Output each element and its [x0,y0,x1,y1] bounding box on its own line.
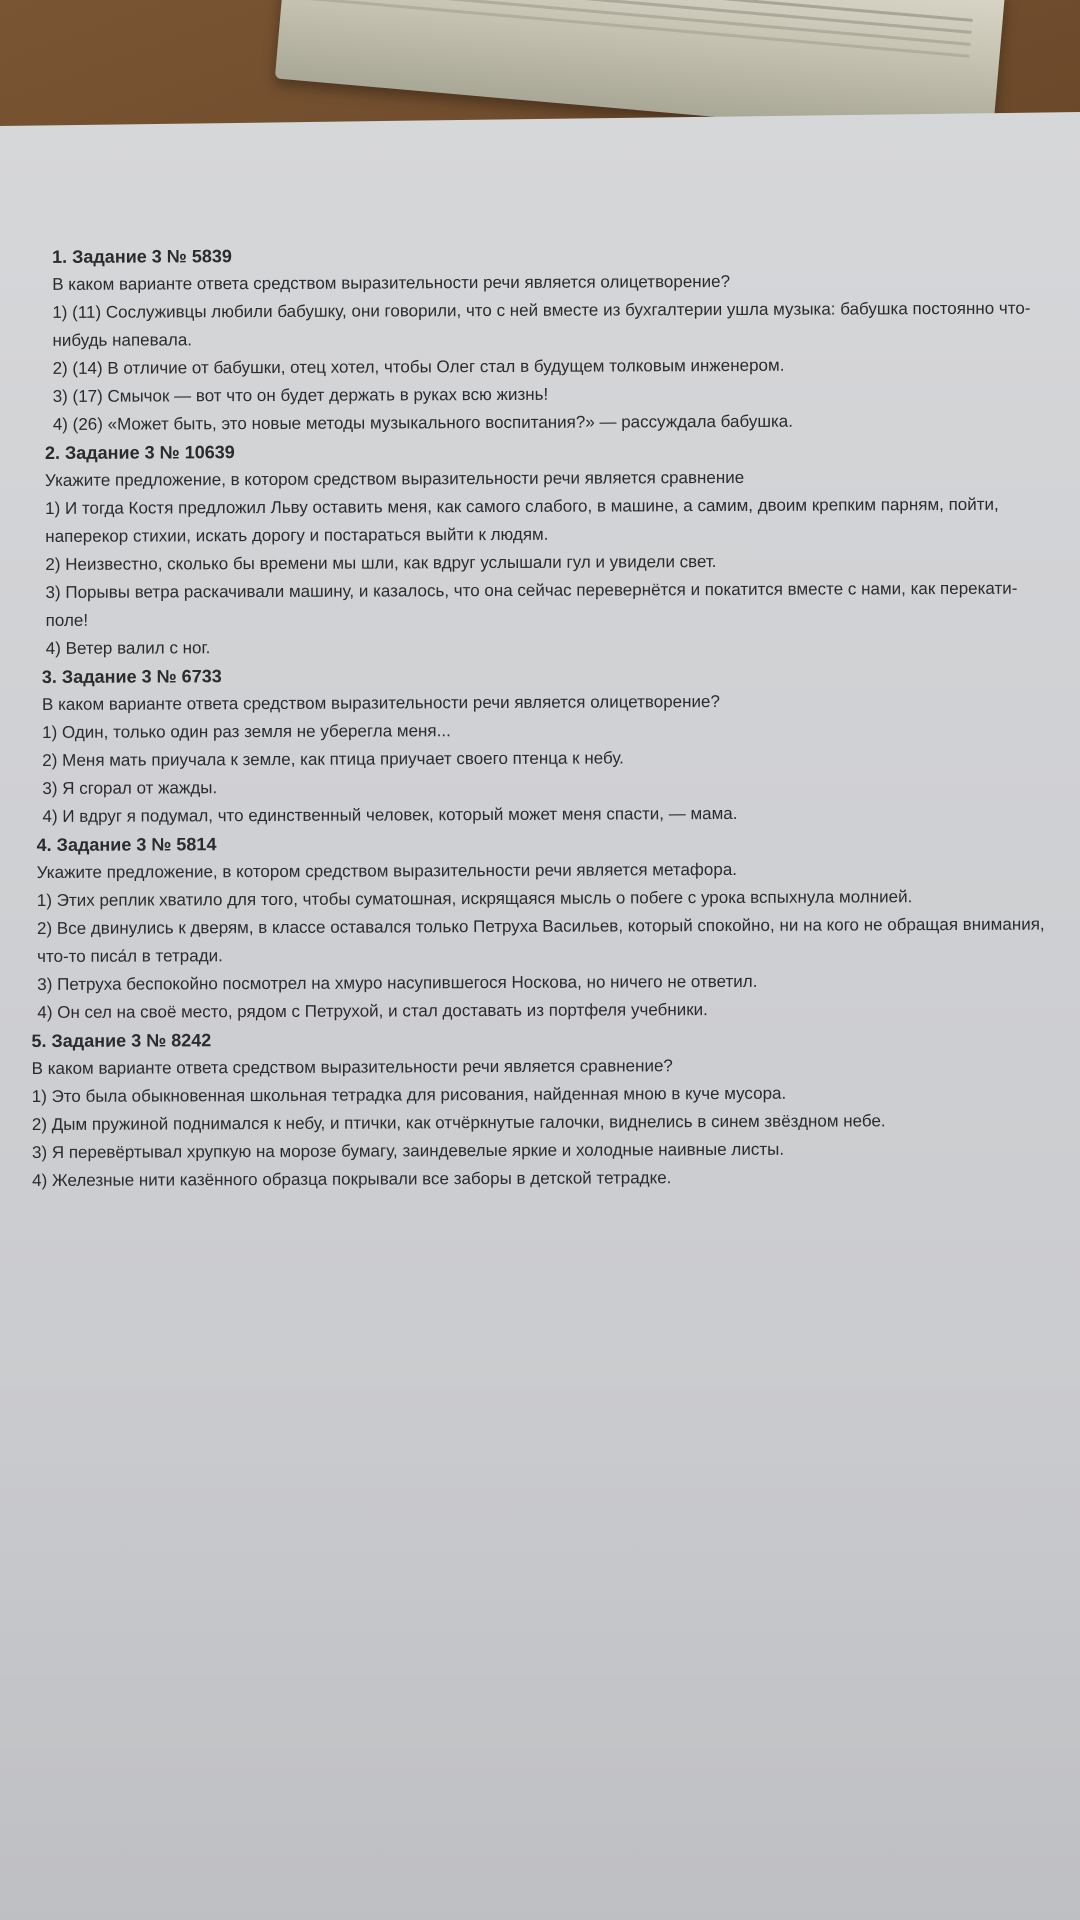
answer-option: 2) Дым пружиной поднимался к небу, и птички, как отчёркнутые галочки, виднелись в синем звёздном небе. [31,1111,886,1135]
task-question: В каком варианте ответа средством выразительности речи является сравнение? [31,1056,673,1079]
task-title: 1. Задание 3 № 5839 [52,246,232,267]
answer-option: 2) Неизвестно, сколько бы времени мы шли, как вдруг услышали гул и увидели свет. [45,552,717,574]
task-question: В каком варианте ответа средством выразительности речи является олицетворение? [52,271,731,294]
answer-option: 3) Петруха беспокойно посмотрел на хмуро насупившегося Носкова, но ничего не ответил. [37,971,758,995]
task-question: В каком варианте ответа средством выразительности речи является олицетворение? [41,692,720,714]
task-1 [52,239,1057,439]
answer-option: 4) (26) «Может быть, это новые методы музыкального воспитания?» — рассуждала бабушка. [52,411,793,434]
answer-option: 4) Железные нити казённого образца покрывали все заборы в детской тетрадке. [32,1168,672,1191]
answer-option: 4) Ветер валил с ног. [45,638,211,658]
task-question: Укажите предложение, в котором средством выразительности речи является сравнение [44,467,745,490]
answer-option: 2) (14) В отличие от бабушки, отец хотел, чтобы Олег стал в будущем толковым инженером. [52,355,785,378]
task-title: 3. Задание 3 № 6733 [41,666,222,687]
answer-option: 2) Все двинулись к дверям, в классе оставался только Петруха Васильев, который спокойно, ни на кого не обращая внимания, что-то писа́л в тетради. [36,914,1045,967]
answer-option: 4) И вдруг я подумал, что единственный человек, который может меня спасти, — мама. [42,803,738,826]
task-5 [31,1023,1060,1195]
task-title: 5. Задание 3 № 8242 [31,1030,212,1052]
answer-option: 3) (17) Смычок — вот что он будет держать в руках всю жизнь! [52,384,549,406]
task-title: 2. Задание 3 № 10639 [44,442,235,463]
task-4 [37,827,1060,1027]
worksheet [31,239,1060,1195]
answer-option: 2) Меня мать приучала к земле, как птица приучает своего птенца к небу. [42,748,624,770]
task-3 [42,659,1059,831]
task-2 [45,435,1058,663]
answer-option: 3) Порывы ветра раскачивали машину, и казалось, что она сейчас перевернётся и покатится вместе с нами, как перекати-поле! [45,578,1018,630]
answer-option: 3) Я перевёртывал хрупкую на морозе бумагу, заиндевелые яркие и холодные наивные листы. [31,1139,785,1163]
answer-option: 1) Этих реплик хватило для того, чтобы суматошная, искрящаяся мысль о побеге с урока вспыхнула молнией. [36,887,913,911]
answer-option: 4) Он сел на своё место, рядом с Петрухой, и стал доставать из портфеля учебники. [37,1000,708,1023]
answer-option: 1) (11) Сослуживцы любили бабушку, они говорили, что с ней вместе из бухгалтерии ушла музыка: бабушка постоянно что-нибудь напевала. [52,298,1031,350]
answer-option: 1) Это была обыкновенная школьная тетрадка для рисования, найденная мною в куче мусора. [31,1083,787,1107]
task-title: 4. Задание 3 № 5814 [36,834,217,856]
answer-option: 3) Я сгорал от жажды. [42,778,218,798]
answer-option: 1) И тогда Костя предложил Льву оставить меня, как самого слабого, в машине, а самим, двоим крепким парням, пойти, наперекор стихии, искать дорогу и постараться выйти к людям. [45,494,999,546]
task-question: Укажите предложение, в котором средством выразительности речи является метафора. [36,859,738,883]
answer-option: 1) Один, только один раз земля не уберегла меня... [42,721,451,742]
